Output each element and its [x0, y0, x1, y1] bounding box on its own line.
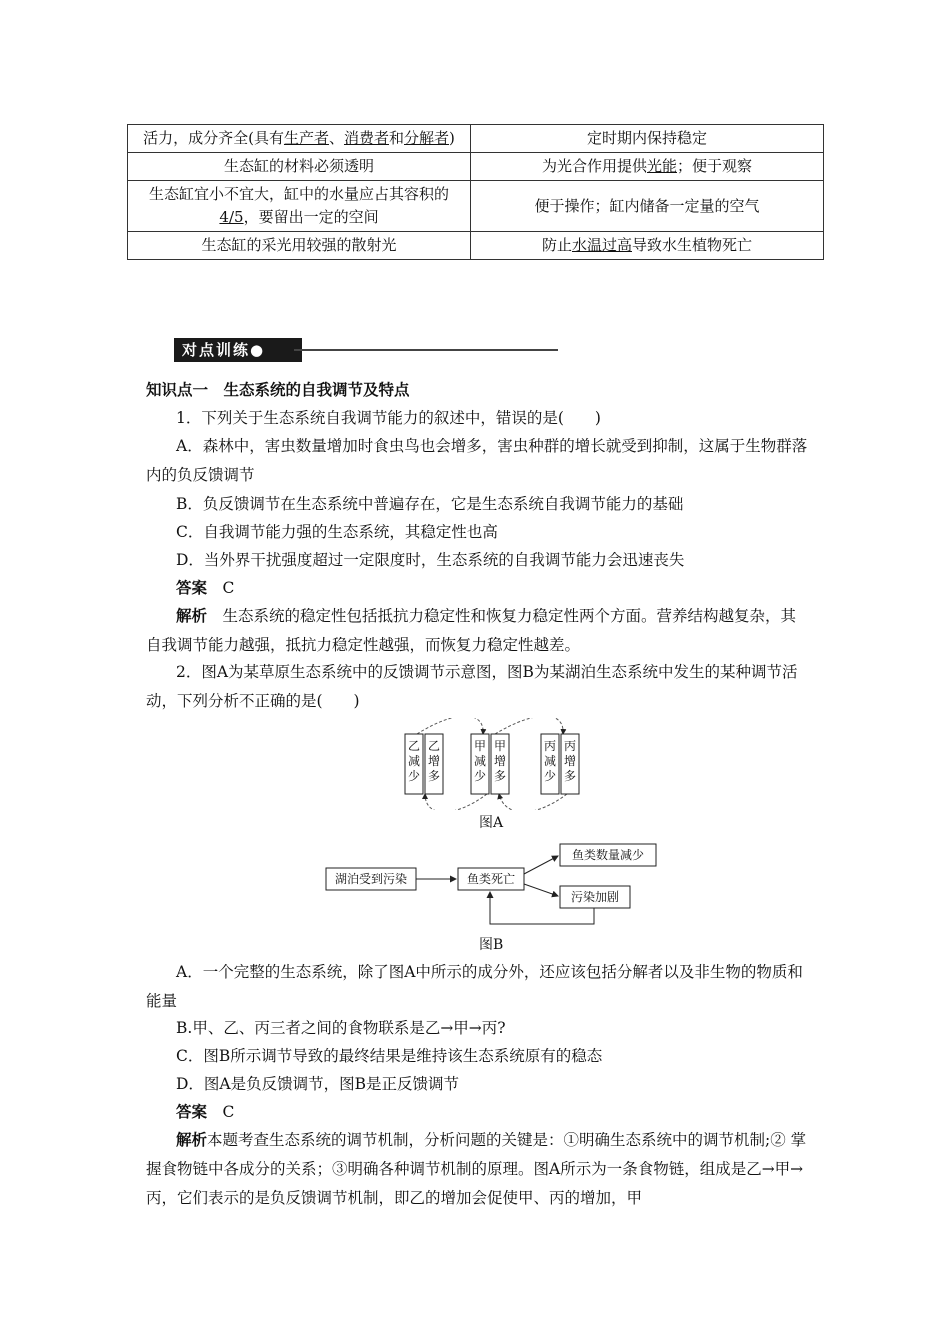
figB-node-polluted: 湖泊受到污染 — [334, 872, 408, 886]
table-cell: 为光合作用提供光能；便于观察 — [471, 153, 824, 181]
table-cell: 生态缸的材料必须透明 — [128, 153, 471, 181]
banner-rule — [294, 349, 558, 351]
figure-b — [320, 838, 670, 934]
table-row — [128, 153, 824, 181]
ecosystem-tank-table — [127, 124, 824, 260]
q2-option-d: D．图A是负反馈调节，图B是正反馈调节 — [176, 1075, 460, 1093]
figB-node-fish-death: 鱼类死亡 — [466, 872, 516, 886]
table-row — [128, 232, 824, 260]
q2-option-a: A．一个完整的生态系统，除了图A中所示的成分外，还应该包括分解者以及非生物的物质和能量 — [146, 963, 803, 1010]
q1-analysis: 解析 生态系统的稳定性包括抵抗力稳定性和恢复力稳定性两个方面。营养结构越复杂，其自我调节能力越强，抵抗力稳定性越强，而恢复力稳定性越差。 — [146, 607, 797, 654]
q1-option-d: D．当外界干扰强度超过一定限度时，生态系统的自我调节能力会迅速丧失 — [176, 551, 685, 569]
q2-stem: 2．图A为某草原生态系统中的反馈调节示意图，图B为某湖泊生态系统中发生的某种调节活动，下列分析不正确的是( ) — [146, 663, 798, 710]
figA-box-2: 乙增多 — [427, 739, 441, 783]
section-title: 知识点一 生态系统的自我调节及特点 — [146, 381, 410, 399]
table-cell: 生态缸的采光用较强的散射光 — [128, 232, 471, 260]
table-cell: 便于操作；缸内储备一定量的空气 — [471, 181, 824, 232]
q2-option-b: B.甲、乙、丙三者之间的食物联系是乙→甲→丙? — [176, 1019, 506, 1037]
q2-answer: 答案 C — [176, 1103, 235, 1121]
figA-box-6: 丙增多 — [563, 739, 577, 783]
table-cell: 防止水温过高导致水生植物死亡 — [471, 232, 824, 260]
q1-option-c: C．自我调节能力强的生态系统，其稳定性也高 — [176, 523, 498, 541]
banner-label: 对点训练● — [174, 338, 302, 362]
figure-b-caption: 图B — [479, 937, 504, 953]
figB-node-fish-decrease: 鱼类数量减少 — [571, 848, 645, 862]
q2-option-c: C．图B所示调节导致的最终结果是维持该生态系统原有的稳态 — [176, 1047, 603, 1065]
figA-box-4: 甲增多 — [493, 739, 507, 783]
figure-a — [395, 718, 595, 810]
q1-option-a: A．森林中，害虫数量增加时食虫鸟也会增多，害虫种群的增长就受到抑制，这属于生物群落内的负反馈调节 — [146, 437, 808, 484]
figure-a-caption: 图A — [479, 815, 504, 831]
table-cell: 生态缸宜小不宜大，缸中的水量应占其容积的4/5，要留出一定的空间 — [128, 181, 471, 232]
q1-stem: 1．下列关于生态系统自我调节能力的叙述中，错误的是( ) — [176, 409, 601, 427]
table-cell: 定时期内保持稳定 — [471, 125, 824, 153]
q1-answer: 答案 C — [176, 579, 235, 597]
table-row — [128, 125, 824, 153]
figB-node-pollution-worse: 污染加剧 — [570, 890, 620, 904]
table-cell: 活力，成分齐全(具有生产者、消费者和分解者) — [128, 125, 471, 153]
q1-option-b: B．负反馈调节在生态系统中普遍存在，它是生态系统自我调节能力的基础 — [176, 495, 684, 513]
figA-box-1: 乙减少 — [407, 739, 421, 783]
table-row — [128, 181, 824, 232]
figA-box-5: 丙减少 — [543, 739, 557, 783]
figA-box-3: 甲减少 — [473, 739, 487, 783]
q2-analysis: 解析本题考查生态系统的调节机制，分析问题的关键是：①明确生态系统中的调节机制;② 掌握食物链中各成分的关系；③明确各种调节机制的原理。图A所示为一条食物链，组成是乙→甲→丙，它们表示的是负反馈调节机制，即乙的增加会促使甲、丙的增加，甲 — [146, 1131, 807, 1207]
